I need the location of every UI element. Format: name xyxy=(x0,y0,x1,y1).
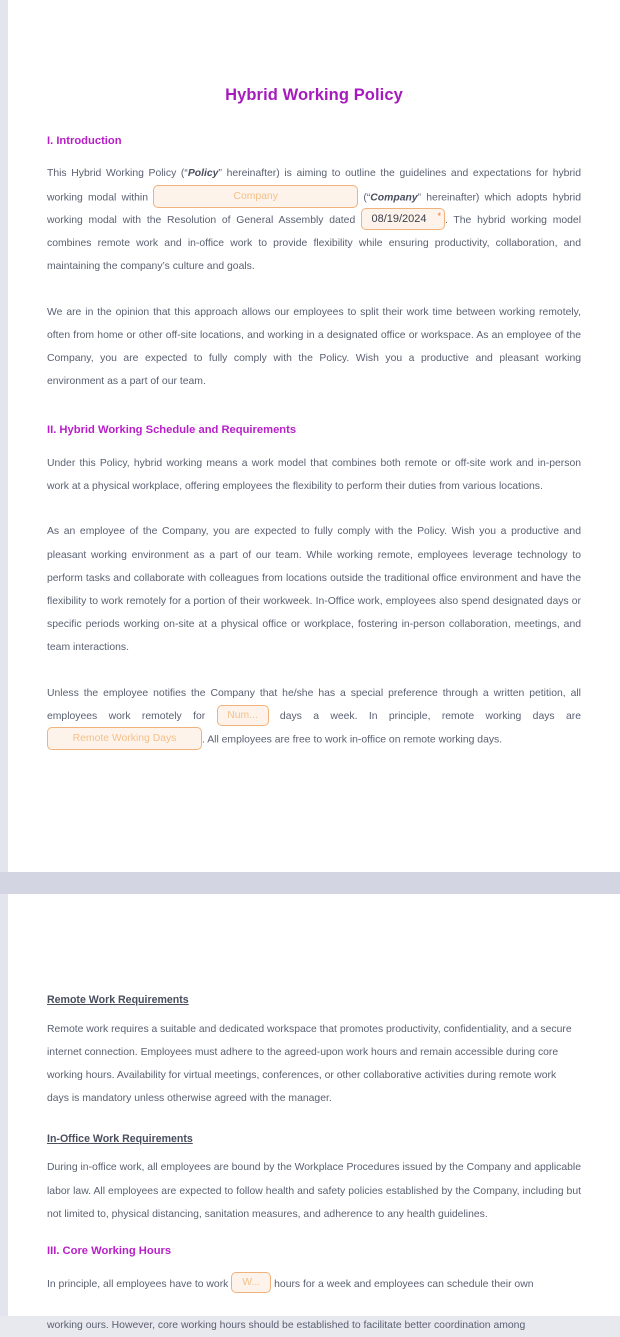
company-term: Company xyxy=(370,191,418,203)
page-break-separator xyxy=(0,872,620,894)
section-heading-schedule: II. Hybrid Working Schedule and Requirements xyxy=(47,424,297,437)
core-hours-clipped-line: working ours. However, core working hours should be established to facilitate better coordination among xyxy=(47,1319,526,1331)
remote-work-paragraph: Remote work requires a suitable and dedicated workspace that promotes productivity, confidentiality, and a secure internet connection. Employees must adhere to the agreed-upon work hours and remain accessible during core working hours. Availability for virtual meetings, conferences, or other collaborative activities during remote work days is mandatory unless otherwise agreed with the manager. xyxy=(47,1023,572,1105)
subheading-in-office-work-requirements: In-Office Work Requirements xyxy=(47,1132,193,1145)
schedule-p3-part-a: Unless the employee notifies the Company that he/she has a special preference through a written petition, all employees work remotely for xyxy=(47,687,581,722)
core-hours-paragraph xyxy=(47,1273,581,1296)
weekly-hours-input[interactable]: W... xyxy=(231,1272,271,1293)
required-asterisk-icon: * xyxy=(437,211,441,222)
document-page-1 xyxy=(8,0,620,872)
section-heading-introduction: I. Introduction xyxy=(47,134,122,147)
schedule-paragraph-3 xyxy=(47,682,581,752)
schedule-paragraph-2: As an employee of the Company, you are expected to fully comply with the Policy. Wish you a productive and pleasant working environment as a part of our team. While working remote, employees leverage technology to perform tasks and collaborate with colleagues from locations outside the traditional office environment and have the flexibility to work remotely for a portion of their workweek. In-Office work, employees also spend designated days or specific periods working on-site at a physical office or workplace, fostering in-person collaboration, meetings, and team interactions. xyxy=(47,526,581,654)
resolution-date-value: 08/19/2024 xyxy=(371,213,427,226)
intro-p1-part-d: ” hereinafter) which adopts hybrid working modal with the Resolution of General Assembly dated xyxy=(47,191,581,227)
intro-p1-part-c: (“ xyxy=(358,191,371,203)
schedule-paragraph-1: Under this Policy, hybrid working means a work model that combines both remote or off-site work and in-person work at a physical workplace, offering employees the flexibility to perform their duties from various locations. xyxy=(47,458,581,493)
page-title: Hybrid Working Policy xyxy=(225,86,403,104)
intro-p1-part-a: This Hybrid Working Policy (“ xyxy=(47,168,188,180)
core-hours-part-a: In principle, all employees have to work xyxy=(47,1278,232,1290)
company-name-input[interactable]: Company xyxy=(153,185,358,208)
document-page-2 xyxy=(8,894,620,1331)
intro-paragraph-1 xyxy=(47,162,581,278)
intro-paragraph-2: We are in the opinion that this approach allows our employees to split their work time between working remotely, often from home or other off-site locations, and working in a designated office or workspace. As an employee of the Company, you are expected to fully comply with the Policy. Wish you a productive and pleasant working environment as a part of our team. xyxy=(47,306,581,388)
subheading-remote-work-requirements: Remote Work Requirements xyxy=(47,994,189,1006)
core-hours-part-b: hours for a week and employees can schedule their own xyxy=(271,1278,534,1290)
policy-term: Policy xyxy=(187,168,219,180)
section-heading-core-working-hours: III. Core Working Hours xyxy=(47,1244,172,1257)
schedule-p3-part-c: . All employees are free to work in-office on remote working days. xyxy=(202,734,503,746)
schedule-p3-part-b: days a week. In principle, remote working days are xyxy=(268,710,581,722)
intro-p1-part-e: . The hybrid working model combines remote work and in-office work to provide flexibility while ensuring productivity, collaboration, and maintaining the company’s culture and goals. xyxy=(47,215,581,273)
intro-p1-part-b: ” hereinafter) is aiming to outline the guidelines and expectations for hybrid working modal within xyxy=(47,168,581,203)
resolution-date-input[interactable] xyxy=(361,208,445,230)
remote-days-number-input[interactable]: Num... xyxy=(217,705,269,726)
remote-working-days-input[interactable]: Remote Working Days xyxy=(47,727,202,750)
in-office-work-paragraph: During in-office work, all employees are bound by the Workplace Procedures issued by the Company and applicable labor law. All employees are expected to follow health and safety policies established by the Company, including but not limited to, physical distancing, sanitation measures, and adherence to any health guidelines. xyxy=(47,1162,581,1220)
